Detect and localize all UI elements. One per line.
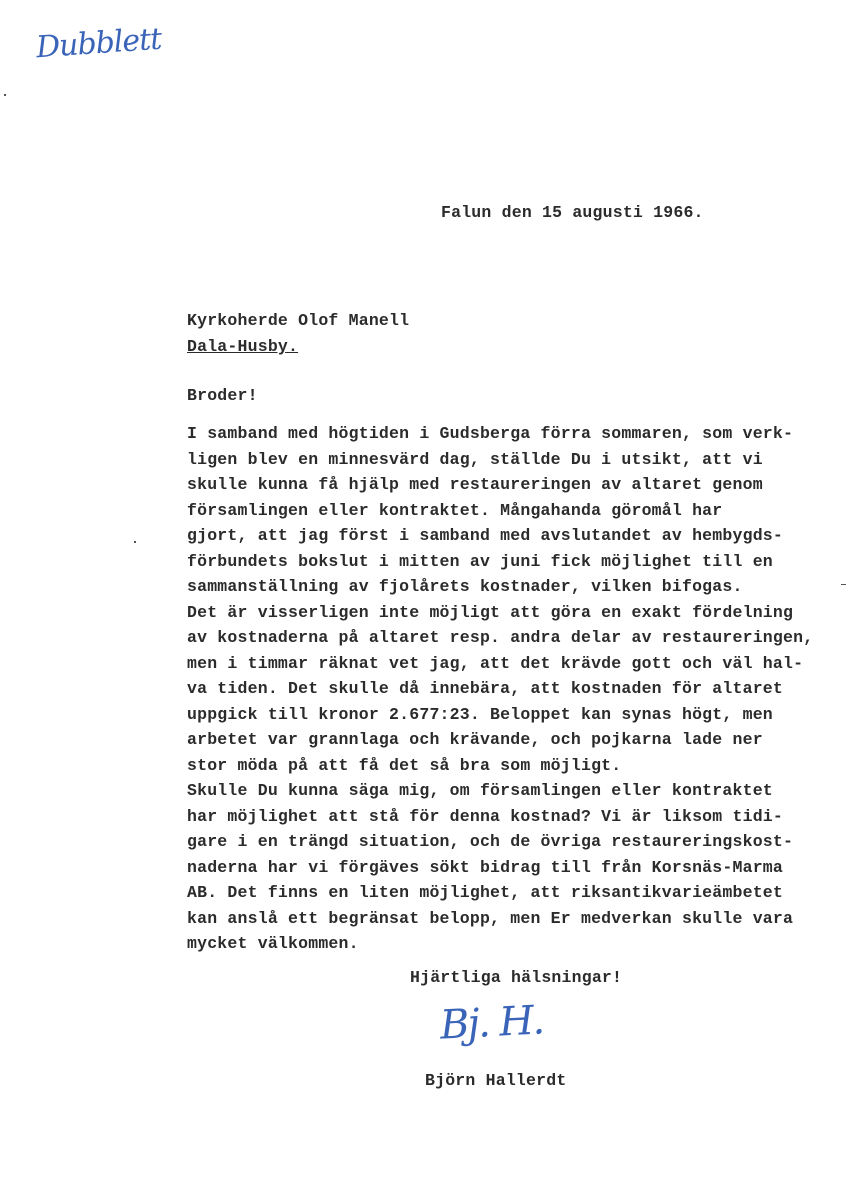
body-line: mycket välkommen. xyxy=(187,934,359,953)
body-line: AB. Det finns en liten möjlighet, att riksantikvarieämbetet xyxy=(187,883,783,902)
handwritten-note: Dubblett xyxy=(34,21,163,66)
body-line: stor möda på att få det så bra som möjligt. xyxy=(187,755,622,775)
body-line: förbundets bokslut i mitten av juni fick möjlighet till en xyxy=(187,551,773,571)
body-line: församlingen eller kontraktet. Mångahanda göromål har xyxy=(187,500,723,520)
body-line: har möjlighet att stå för denna kostnad? Vi är liksom tidi- xyxy=(187,806,783,826)
body-line: arbetet var grannlaga och krävande, och pojkarna lade ner xyxy=(187,730,763,749)
dateline: Falun den 15 augusti 1966. xyxy=(441,203,704,222)
body-line: av kostnaderna på altaret resp. andra delar av restaureringen, xyxy=(187,628,814,647)
body-line: sammanställning av fjolårets kostnader, vilken bifogas. xyxy=(187,577,743,596)
closing: Hjärtliga hälsningar! xyxy=(410,968,623,987)
recipient-place: Dala-Husby. xyxy=(187,337,299,356)
speck-mark xyxy=(4,94,6,96)
body-line: gjort, att jag först i samband med avslutandet av hembygds- xyxy=(187,526,783,545)
sender-name: Björn Hallerdt xyxy=(425,1071,567,1090)
edge-mark xyxy=(841,584,846,585)
body-line: Skulle Du kunna säga mig, om församlingen eller kontraktet xyxy=(187,781,773,800)
body-line: I samband med högtiden i Gudsberga förra sommaren, som verk- xyxy=(187,424,794,443)
body-line: Det är visserligen inte möjligt att göra en exakt fördelning xyxy=(187,602,794,622)
greeting: Broder! xyxy=(187,386,258,405)
body-line: men i timmar räknat vet jag, att det krävde gott och väl hal- xyxy=(187,653,804,673)
recipient-name: Kyrkoherde Olof Manell xyxy=(187,311,410,330)
body-line: gare i en trängd situation, och de övriga restaureringskost- xyxy=(187,832,794,851)
body-line: ligen blev en minnesvärd dag, ställde Du i utsikt, att vi xyxy=(187,449,763,469)
body-line: kan anslå ett begränsat belopp, men Er medverkan skulle vara xyxy=(187,908,794,928)
body-line: skulle kunna få hjälp med restaureringen av altaret genom xyxy=(187,475,763,494)
speck-mark xyxy=(134,541,136,543)
body-line: naderna har vi förgäves sökt bidrag till från Korsnäs-Marma xyxy=(187,857,783,877)
body-line: va tiden. Det skulle då innebära, att kostnaden för altaret xyxy=(187,679,783,698)
body-line: uppgick till kronor 2.677:23. Beloppet kan synas högt, men xyxy=(187,704,773,724)
handwritten-signature: Bj. H. xyxy=(438,997,544,1049)
